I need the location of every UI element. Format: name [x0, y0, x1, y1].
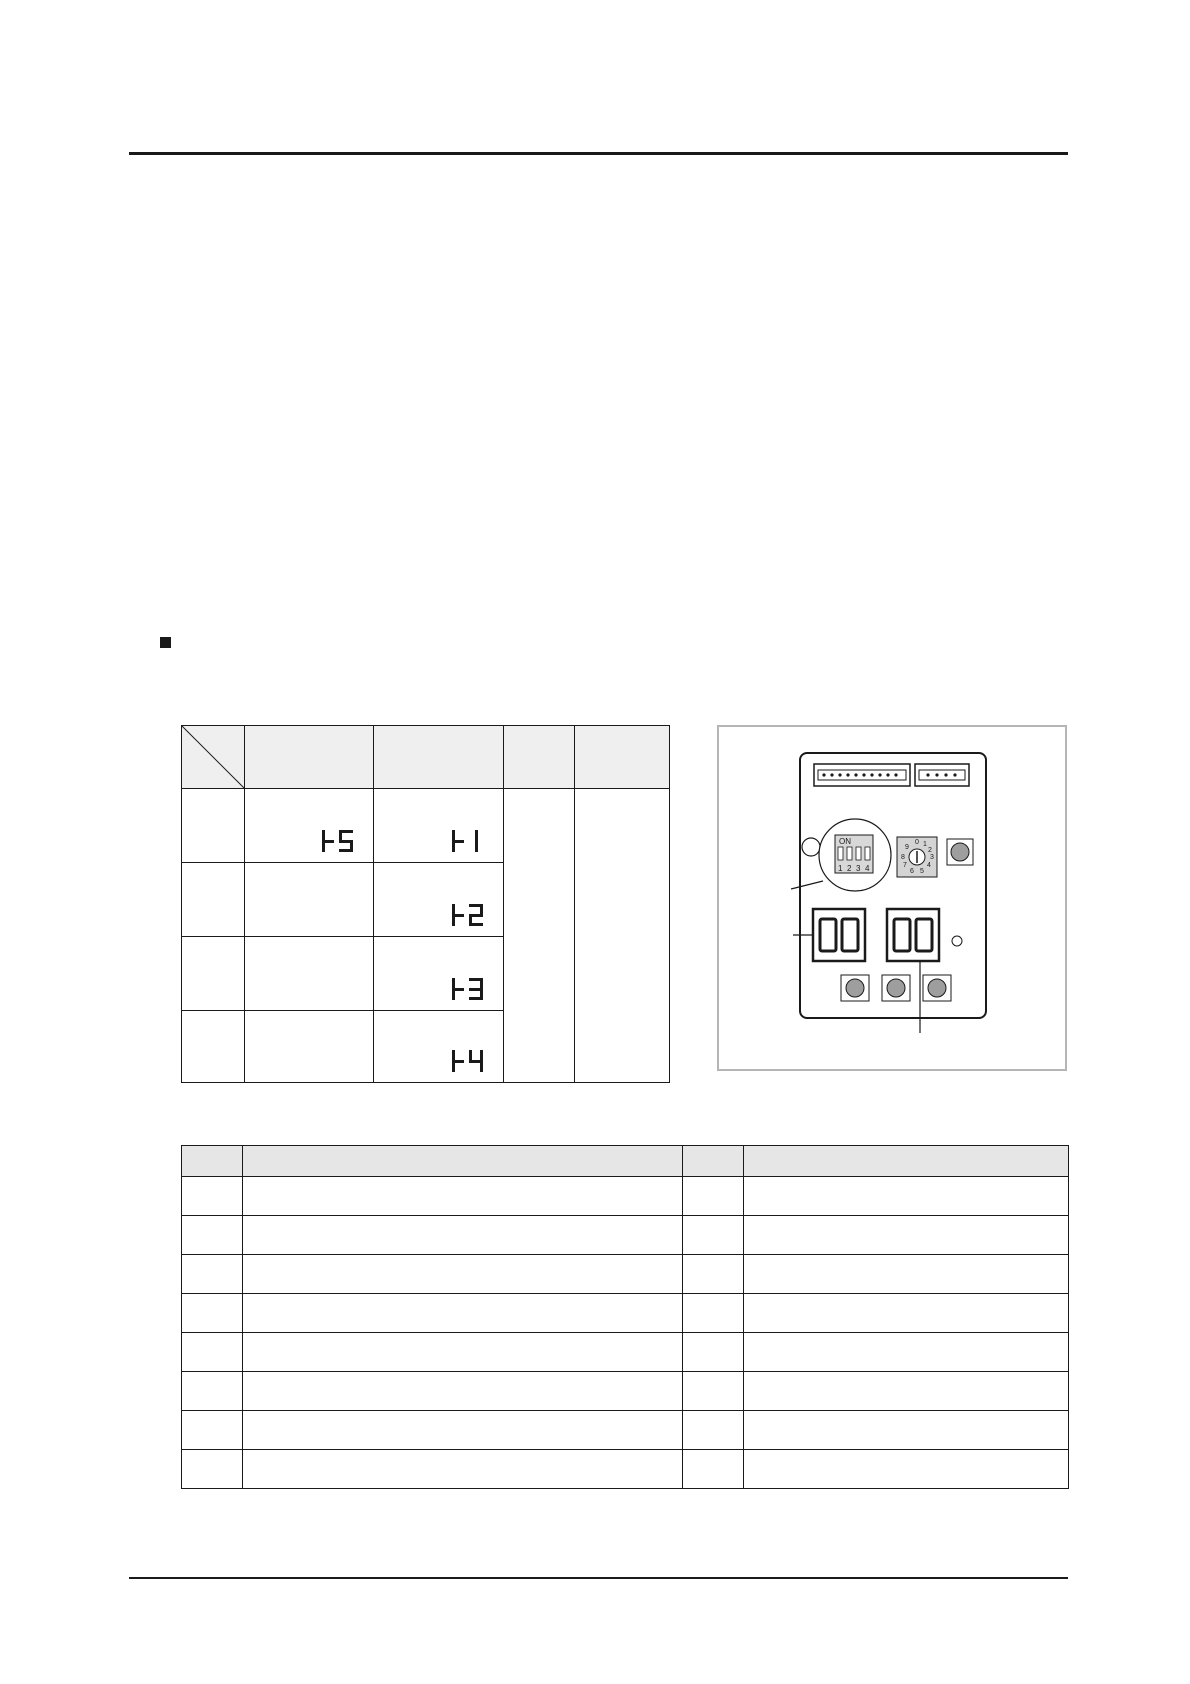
svg-text:7: 7: [903, 862, 907, 869]
mode-cell: [245, 1011, 374, 1083]
svg-text:1: 1: [838, 864, 843, 873]
desc-cell: [683, 1372, 744, 1411]
desc-cell: [683, 1333, 744, 1372]
desc-cell: [243, 1177, 683, 1216]
desc-cell: [744, 1450, 1069, 1489]
mode-merged-cell: [504, 789, 575, 1083]
desc-cell: [243, 1333, 683, 1372]
desc-cell: [243, 1411, 683, 1450]
desc-cell: [243, 1255, 683, 1294]
mode-table-row: [182, 789, 670, 863]
desc-row: [182, 1255, 1069, 1294]
desc-cell: [182, 1411, 243, 1450]
description-table: [181, 1145, 1069, 1489]
mode-row-label: [182, 789, 245, 863]
desc-header-cell: [182, 1146, 243, 1177]
desc-header-cell: [744, 1146, 1069, 1177]
desc-cell: [744, 1411, 1069, 1450]
svg-text:4: 4: [865, 864, 870, 873]
svg-text:8: 8: [901, 854, 905, 861]
mounting-hole: [802, 838, 820, 856]
mode-row-label: [182, 863, 245, 937]
top-rule: [129, 152, 1068, 155]
seven-segment-code: [449, 1048, 487, 1074]
push-button-top-cap: [951, 843, 969, 861]
description-table-header: [182, 1146, 1069, 1177]
mode-cell: [245, 863, 374, 937]
desc-cell: [182, 1450, 243, 1489]
mode-cell-display: [374, 1011, 504, 1083]
desc-cell: [182, 1255, 243, 1294]
dip-on-label: ON: [839, 837, 851, 846]
pcb-diagram: [719, 727, 1065, 1069]
desc-cell: [744, 1255, 1069, 1294]
seven-segment-code: [449, 902, 487, 928]
svg-text:1: 1: [923, 841, 927, 848]
desc-cell: [683, 1294, 744, 1333]
desc-header-cell: [683, 1146, 744, 1177]
desc-cell: [683, 1411, 744, 1450]
seven-segment-code: [319, 828, 357, 854]
desc-cell: [243, 1294, 683, 1333]
svg-text:5: 5: [920, 868, 924, 875]
mode-cell-display: [374, 863, 504, 937]
seven-segment-code: [449, 976, 487, 1002]
svg-text:9: 9: [905, 844, 909, 851]
mode-cell: [245, 937, 374, 1011]
section-bullet: [160, 637, 171, 648]
desc-row: [182, 1216, 1069, 1255]
svg-text:4: 4: [927, 862, 931, 869]
mode-row-label: [182, 937, 245, 1011]
connector-small: [915, 764, 969, 786]
desc-cell: [744, 1372, 1069, 1411]
desc-row: [182, 1411, 1069, 1450]
desc-cell: [182, 1333, 243, 1372]
svg-text:0: 0: [915, 839, 919, 846]
desc-row: [182, 1177, 1069, 1216]
desc-cell: [683, 1177, 744, 1216]
svg-text:3: 3: [856, 864, 861, 873]
corner-diagonal: [182, 726, 244, 788]
desc-cell: [182, 1177, 243, 1216]
desc-row: [182, 1372, 1069, 1411]
desc-header-cell: [243, 1146, 683, 1177]
bottom-rule: [129, 1577, 1068, 1579]
svg-text:3: 3: [930, 854, 934, 861]
desc-row: [182, 1294, 1069, 1333]
seven-segment-code: [449, 828, 487, 854]
mode-table: [181, 725, 670, 1083]
svg-text:2: 2: [847, 864, 852, 873]
desc-cell: [683, 1450, 744, 1489]
mode-row-label: [182, 1011, 245, 1083]
pcb-figure: [717, 725, 1067, 1071]
mode-table-corner: [182, 726, 245, 789]
desc-cell: [744, 1294, 1069, 1333]
svg-text:6: 6: [910, 868, 914, 875]
desc-cell: [182, 1216, 243, 1255]
mode-table-header-cell: [575, 726, 670, 789]
desc-cell: [744, 1333, 1069, 1372]
svg-text:2: 2: [928, 847, 932, 854]
desc-cell: [744, 1177, 1069, 1216]
desc-cell: [182, 1294, 243, 1333]
desc-cell: [683, 1216, 744, 1255]
mode-cell-display: [374, 789, 504, 863]
mode-cell-display: [374, 937, 504, 1011]
mode-merged-cell: [575, 789, 670, 1083]
mode-table-header-cell: [245, 726, 374, 789]
desc-row: [182, 1333, 1069, 1372]
desc-cell: [744, 1216, 1069, 1255]
mode-table-header-cell: [374, 726, 504, 789]
bottom-buttons: [841, 975, 951, 1001]
desc-cell: [243, 1216, 683, 1255]
status-led: [952, 936, 962, 946]
desc-row: [182, 1450, 1069, 1489]
desc-cell: [182, 1372, 243, 1411]
desc-cell: [683, 1255, 744, 1294]
mode-table-header: [182, 726, 670, 789]
mode-cell-display: [245, 789, 374, 863]
mode-table-header-cell: [504, 726, 575, 789]
desc-cell: [243, 1450, 683, 1489]
desc-cell: [243, 1372, 683, 1411]
